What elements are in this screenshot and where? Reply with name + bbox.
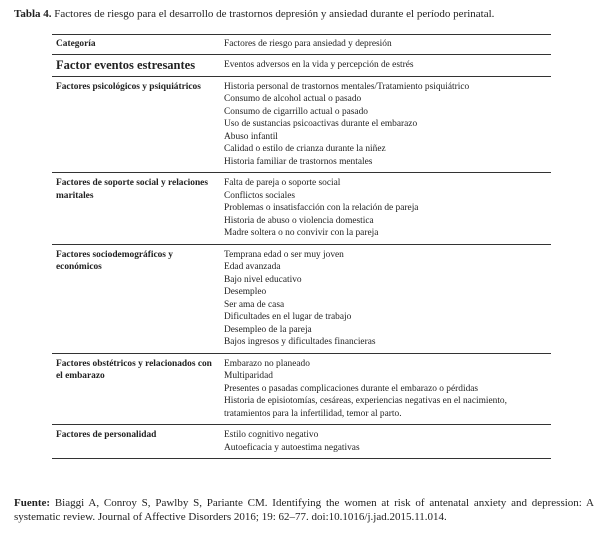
factor-list-cell — [220, 76, 551, 173]
factor-item: Embarazo no planeado — [224, 358, 310, 369]
factor-list-cell — [220, 173, 551, 245]
factor-item: Historia de episiotomías, cesáreas, experiencias negativas en el nacimiento, tratamientos para la infertilidad, temor al parto. — [224, 396, 507, 419]
factor-item: Conflictos sociales — [224, 190, 296, 201]
table-caption — [14, 7, 494, 21]
factor-item: Historia personal de trastornos mentales/Tratamiento psiquiátrico — [224, 81, 470, 92]
factor-item: Consumo de alcohol actual o pasado — [224, 94, 362, 104]
category-cell: Factores psicológicos y psiquiátricos — [52, 76, 220, 173]
table-row — [52, 353, 551, 425]
factor-item: Historia de abuso o violencia domestica — [224, 215, 374, 226]
category-cell: Factores obstétricos y relacionados con el embarazo — [52, 353, 220, 425]
factor-item: Madre soltera o no convivir con la pareja — [224, 228, 379, 238]
factor-item: Desempleo — [224, 287, 267, 297]
factor-item: Historia familiar de trastornos mentales — [224, 156, 373, 167]
header-factors: Factores de riesgo para ansiedad y depresión — [224, 39, 392, 49]
factor-item: Uso de sustancias psicoactivas durante el embarazo — [224, 119, 418, 129]
factor-item: Autoeficacia y autoestima negativas — [224, 442, 360, 453]
factor-item: Abuso infantil — [224, 131, 278, 142]
table-row — [52, 425, 551, 459]
category-cell: Factores de personalidad — [52, 425, 220, 459]
factor-list-cell — [220, 425, 551, 459]
source-text: Biaggi A, Conroy S, Pawlby S, Pariante CM. Identifying the women at risk of antenatal anxiety and depression: A systematic review. Journal of Affective Disorders 2016; 19: 62–77. doi:10.1016/j.jad.2015.11.014. — [14, 497, 594, 523]
factor-item: Bajos ingresos y dificultades financieras — [224, 337, 376, 347]
table-header-row — [52, 35, 551, 55]
factor-item: Edad avanzada — [224, 262, 281, 272]
factor-item: Dificultades en el lugar de trabajo — [224, 312, 352, 322]
risk-factors-table — [52, 34, 551, 459]
factor-item: Bajo nivel educativo — [224, 274, 302, 285]
category-cell: Factores sociodemográficos y económicos — [52, 244, 220, 353]
table-body — [52, 54, 551, 459]
factor-list-cell — [220, 244, 551, 353]
table-row — [52, 54, 551, 76]
factor-item: Multiparidad — [224, 371, 273, 381]
table-row — [52, 244, 551, 353]
category-cell: Factores de soporte social y relaciones maritales — [52, 173, 220, 245]
factor-item: Estilo cognitivo negativo — [224, 430, 319, 440]
table-row — [52, 173, 551, 245]
header-category: Categoría — [56, 39, 96, 49]
factor-list-cell — [220, 353, 551, 425]
category-cell: Factor eventos estresantes — [52, 54, 220, 76]
source-label: Fuente: — [14, 497, 51, 509]
source-citation — [14, 497, 594, 524]
factor-item: Desempleo de la pareja — [224, 324, 312, 335]
factor-item: Ser ama de casa — [224, 299, 285, 310]
factor-item: Consumo de cigarrillo actual o pasado — [224, 106, 368, 117]
factor-cell: Eventos adversos en la vida y percepción de estrés — [220, 54, 551, 76]
factor-item: Falta de pareja o soporte social — [224, 178, 341, 188]
caption-label: Tabla 4. — [14, 8, 52, 20]
factor-item: Problemas o insatisfacción con la relación de pareja — [224, 203, 419, 213]
factor-item: Presentes o pasadas complicaciones durante el embarazo o pérdidas — [224, 383, 479, 394]
table-row — [52, 76, 551, 173]
caption-text: Factores de riesgo para el desarrollo de trastornos depresión y ansiedad durante el período perinatal. — [51, 8, 495, 20]
factor-item: Temprana edad o ser muy joven — [224, 249, 344, 260]
factor-item: Calidad o estilo de crianza durante la niñez — [224, 144, 386, 154]
